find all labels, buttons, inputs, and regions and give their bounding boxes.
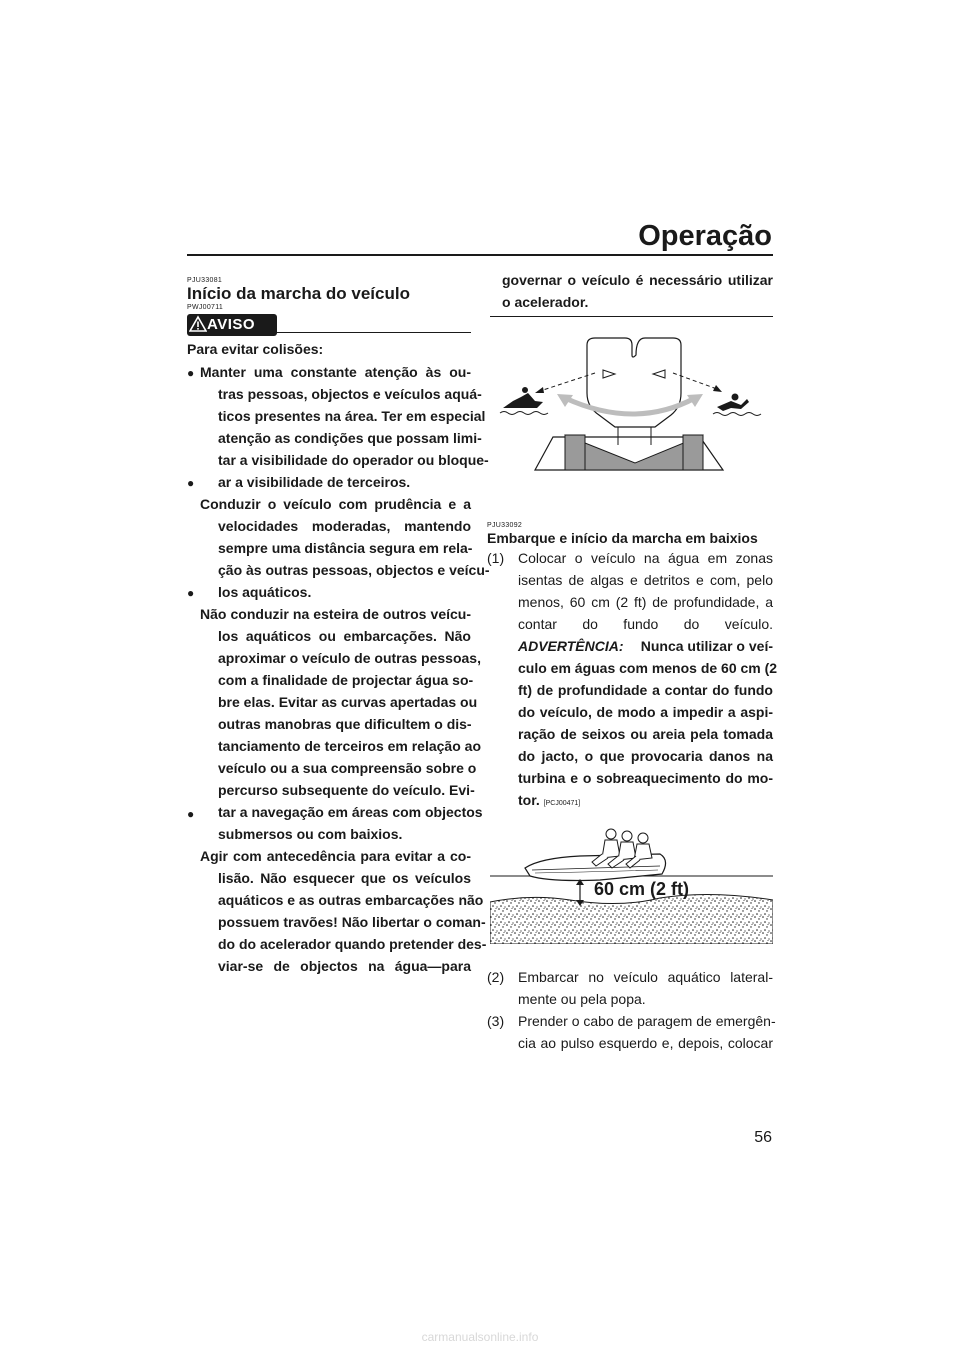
text-line: tar a visibilidade do operador ou bloque- [218,452,489,468]
text-line: turbina e o sobreaquecimento do mo- [518,770,773,786]
text-line: Prender o cabo de paragem de emergên- [518,1013,776,1029]
text-line: tras pessoas, objectos e veículos aquá- [218,386,482,402]
bullet-icon: ● [187,586,195,600]
text-line: tar a navegação em áreas com objectos [218,804,483,820]
text-line: outras manobras que dificultem o dis- [218,716,472,732]
reference-code: [PCJ00471] [543,800,581,807]
text-line: contar do fundo do veículo. [518,616,773,632]
text-line: atenção as condições que possam limi- [218,430,482,446]
page-title: Operação [638,220,772,252]
text-line: ção às outras pessoas, objectos e veícu- [218,562,490,578]
text-line: menos, 60 cm (2 ft) de profundidade, a [518,594,773,610]
text-line: cia ao pulso esquerdo e, depois, colocar [518,1035,773,1051]
text-line: Colocar o veículo na água em zonas [518,550,773,566]
text-line: Não conduzir na esteira de outros veícu- [200,606,471,622]
section-title: Embarque e início da marcha em baixios [487,530,758,546]
text-line: possuem travões! Não libertar o coman- [218,914,486,930]
text-line: governar o veículo é necessário utilizar [502,272,773,288]
text-line: percurso subsequente do veículo. Evi- [218,782,475,798]
text-line: los aquáticos. [218,584,312,600]
text-line: do jacto, o que provocaria danos na [518,748,773,764]
text-line: culo em águas com menos de 60 cm (2 [518,660,778,676]
advertencia-tag: ADVERTÊNCIA: [518,638,624,654]
text-line: com a finalidade de projectar água so- [218,672,474,688]
text-line: tanciamento de terceiros em relação ao [218,738,481,754]
text-line: submersos ou com baixios. [218,826,403,842]
text-line: aproximar o veículo de outras pessoas, [218,650,481,666]
text-line: los aquáticos ou embarcações. Não [218,628,471,644]
warning-label: AVISO [207,316,256,333]
text-line [518,792,580,808]
step-number: (3) [487,1013,505,1029]
warning-triangle-icon [189,315,207,333]
text-line: bre elas. Evitar as curvas apertadas ou [218,694,478,710]
warning-text: tor. [518,792,540,808]
section-code: PJU33092 [487,522,523,529]
text-line: Conduzir o veículo com prudência e a [200,496,471,512]
page-number: 56 [754,1129,772,1146]
footer-watermark: carmanualsonline.info [421,1330,539,1344]
warning-text: Nunca utilizar o veí- [640,638,773,654]
text-line: Embarcar no veículo aquático lateral- [518,969,773,985]
text-line: sempre uma distância segura em rela- [218,540,473,556]
text-line: viar-se de objectos na água—para [218,958,471,974]
text-line: do veículo, de modo a impedir a aspi- [518,704,773,720]
section-title: Início da marcha do veículo [187,284,410,303]
depth-label: 60 cm (2 ft) [594,879,690,899]
text-line: Agir com antecedência para evitar a co- [200,848,471,864]
rider-visibility-illustration [495,335,773,475]
text-line: lisão. Não esquecer que os veículos [218,870,471,886]
text-line: isentas de algas e detritos e com, pelo [518,572,773,588]
bullet-icon: ● [187,476,195,490]
title-rule [187,254,773,256]
text-line: aquáticos e as outras embarcações não [218,892,484,908]
text-line: Manter uma constante atenção às ou- [200,364,471,380]
text-line: ticos presentes na área. Ter em especial [218,408,486,424]
text-line: ar a visibilidade de terceiros. [218,474,411,490]
warning-intro: Para evitar colisões: [187,341,324,357]
text-line: do do acelerador quando pretender des- [218,936,487,952]
text-line: mente ou pela popa. [518,991,646,1007]
text-line: veículo ou a sua compreensão sobre o [218,760,477,776]
warning-code: PWJ00711 [187,304,224,311]
bullet-icon: ● [187,807,195,821]
text-line: o acelerador. [502,294,589,310]
bullet-icon: ● [187,366,195,380]
section-code: PJU33081 [187,277,223,284]
warning-end-rule [490,316,773,317]
step-number: (1) [487,550,505,566]
text-line: ração de seixos ou areia pela tomada [518,726,773,742]
text-line: velocidades moderadas, mantendo [218,518,471,534]
warning-rule [277,332,471,333]
warning-line [518,638,773,654]
text-line: ft) de profundidade a contar do fundo [518,682,773,698]
step-number: (2) [487,969,505,985]
